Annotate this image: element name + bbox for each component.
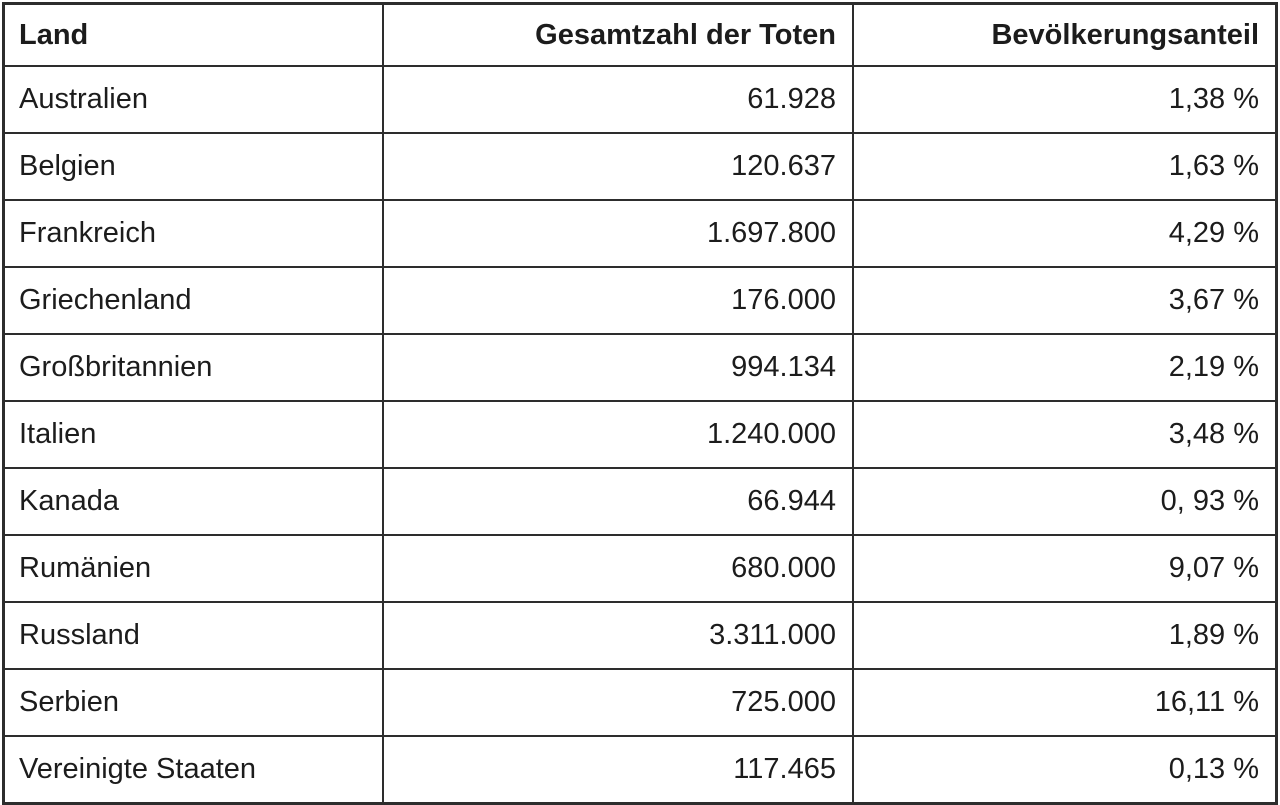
casualties-table [2,2,1278,805]
cell-population-share: 9,07 % [853,535,1277,602]
header-row [4,4,1277,67]
cell-land: Belgien [4,133,384,200]
table-row [4,535,1277,602]
cell-total-deaths: 1.697.800 [383,200,853,267]
cell-total-deaths: 117.465 [383,736,853,804]
table-row [4,401,1277,468]
table-row [4,669,1277,736]
table-row [4,468,1277,535]
cell-population-share: 4,29 % [853,200,1277,267]
cell-population-share: 0, 93 % [853,468,1277,535]
cell-total-deaths: 680.000 [383,535,853,602]
table-row [4,200,1277,267]
table-row [4,736,1277,804]
cell-land: Kanada [4,468,384,535]
header-cell-total-deaths: Gesamtzahl der Toten [383,4,853,67]
table-body [4,66,1277,804]
cell-population-share: 16,11 % [853,669,1277,736]
table-row [4,133,1277,200]
cell-land: Griechenland [4,267,384,334]
cell-population-share: 1,38 % [853,66,1277,133]
cell-population-share: 3,67 % [853,267,1277,334]
cell-population-share: 2,19 % [853,334,1277,401]
cell-land: Australien [4,66,384,133]
cell-land: Rumänien [4,535,384,602]
cell-total-deaths: 1.240.000 [383,401,853,468]
cell-land: Großbritannien [4,334,384,401]
table-row [4,602,1277,669]
cell-population-share: 1,89 % [853,602,1277,669]
cell-land: Frankreich [4,200,384,267]
cell-population-share: 3,48 % [853,401,1277,468]
table-row [4,66,1277,133]
header-cell-population-share: Bevölkerungsanteil [853,4,1277,67]
cell-total-deaths: 61.928 [383,66,853,133]
cell-land: Italien [4,401,384,468]
cell-land: Serbien [4,669,384,736]
cell-land: Vereinigte Staaten [4,736,384,804]
cell-population-share: 1,63 % [853,133,1277,200]
table-row [4,267,1277,334]
cell-total-deaths: 994.134 [383,334,853,401]
table-row [4,334,1277,401]
cell-total-deaths: 176.000 [383,267,853,334]
header-cell-land: Land [4,4,384,67]
cell-total-deaths: 66.944 [383,468,853,535]
cell-total-deaths: 3.311.000 [383,602,853,669]
cell-population-share: 0,13 % [853,736,1277,804]
cell-total-deaths: 725.000 [383,669,853,736]
cell-land: Russland [4,602,384,669]
cell-total-deaths: 120.637 [383,133,853,200]
table-header [4,4,1277,67]
